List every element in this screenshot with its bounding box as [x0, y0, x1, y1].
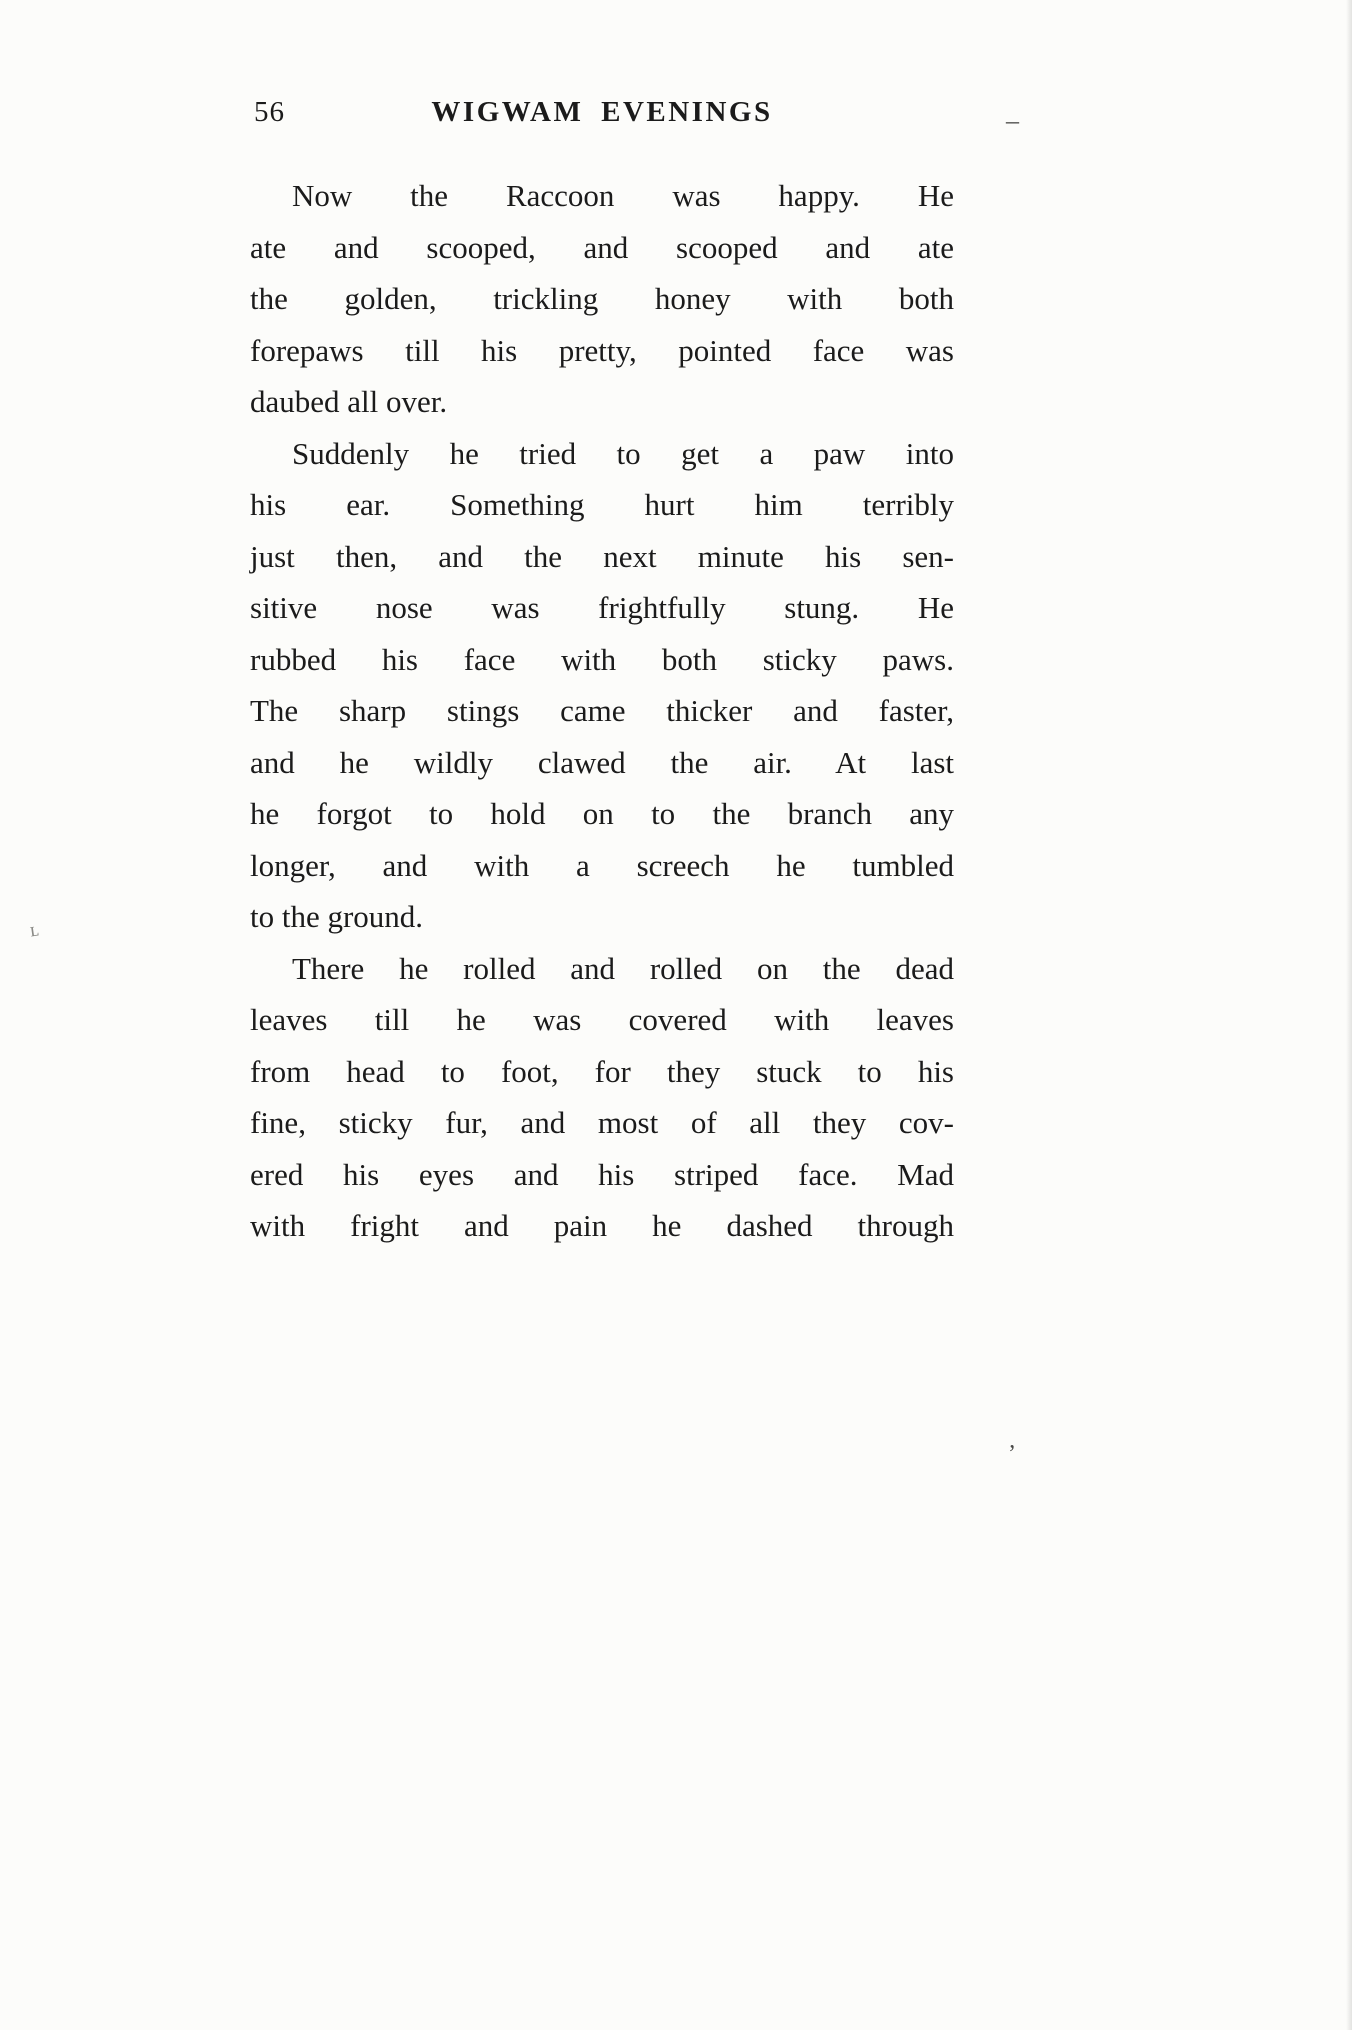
- text-line: The sharp stings came thicker and faster,: [250, 693, 954, 728]
- text-line: rubbed his face with both sticky paws.: [250, 641, 954, 677]
- text-line: with fright and pain he dashed through: [250, 1208, 954, 1243]
- text-line: to the ground.: [250, 899, 424, 934]
- running-header-title: WIGWAM EVENINGS: [431, 96, 773, 128]
- scan-artifact-bottom-mark: ’: [1008, 1441, 1016, 1467]
- text-line: his ear. Something hurt him terribly: [250, 487, 954, 522]
- text-column: [250, 96, 954, 1252]
- text-line: ate and scooped, and scooped and ate: [250, 229, 954, 265]
- paragraph: [250, 170, 954, 428]
- text-line: and he wildly clawed the air. At last: [250, 744, 954, 780]
- scan-artifact-dash: –: [1006, 106, 1019, 135]
- text-line: ered his eyes and his striped face. Mad: [250, 1156, 954, 1192]
- paragraph: [250, 428, 954, 943]
- page-number: 56: [254, 96, 285, 128]
- text-line: from head to foot, for they stuck to his: [250, 1053, 954, 1089]
- text-line: just then, and the next minute his sen-: [250, 538, 954, 574]
- page-header: [250, 96, 954, 142]
- page-body: [250, 170, 954, 1252]
- text-line: sitive nose was frightfully stung. He: [250, 590, 954, 625]
- text-line: the golden, trickling honey with both: [250, 281, 954, 316]
- text-line: forepaws till his pretty, pointed face was: [250, 332, 954, 368]
- text-line: he forgot to hold on to the branch any: [250, 796, 954, 831]
- text-line: leaves till he was covered with leaves: [250, 1002, 954, 1037]
- scan-artifact-left-mark: ʟ: [28, 918, 41, 942]
- text-line: fine, sticky fur, and most of all they cov-: [250, 1105, 954, 1140]
- text-line: longer, and with a screech he tumbled: [250, 847, 954, 883]
- text-line: There he rolled and rolled on the dead: [292, 950, 954, 986]
- text-line: Now the Raccoon was happy. He: [292, 178, 954, 213]
- text-line: daubed all over.: [250, 384, 448, 419]
- paragraph: [250, 943, 954, 1252]
- text-line: Suddenly he tried to get a paw into: [292, 435, 954, 471]
